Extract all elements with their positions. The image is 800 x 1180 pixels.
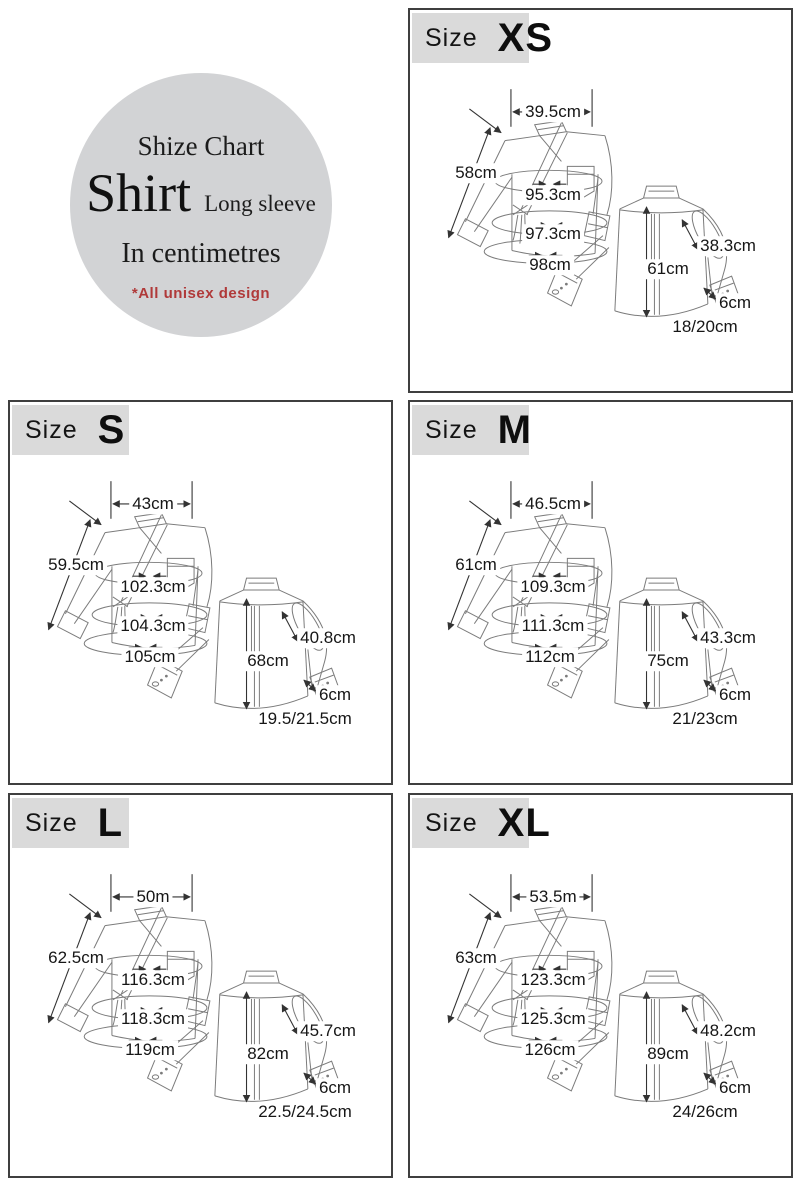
sleeve-label: 38.3cm [697,236,759,256]
cuff-size-label: 19.5/21.5cm [255,709,355,729]
back-length-label: 68cm [244,651,292,671]
cuff-height-label: 6cm [716,685,754,705]
front-length-label: 62.5cm [45,948,107,968]
hem-label: 105cm [121,647,178,667]
badge-units: In centimetres [121,238,281,269]
chest-label: 109.3cm [517,577,588,597]
size-tag [12,798,129,848]
back-length-label: 82cm [244,1044,292,1064]
sleeve-label: 43.3cm [697,628,759,648]
panel-s [8,400,393,785]
size-word: Size [25,808,78,837]
size-tag [412,798,551,848]
chest-label: 102.3cm [117,577,188,597]
top-width-label: 50m [133,887,172,907]
waist-label: 104.3cm [117,616,188,636]
back-length-label: 75cm [644,651,692,671]
size-tag [412,13,553,63]
panel-xl [408,793,793,1178]
cuff-height-label: 6cm [716,293,754,313]
back-length-label: 89cm [644,1044,692,1064]
size-word: Size [425,415,478,444]
front-length-label: 59.5cm [45,555,107,575]
size-letter: L [97,800,124,845]
back-length-label: 61cm [644,259,692,279]
badge-title-row [86,162,316,224]
top-width-label: 46.5cm [522,494,584,514]
badge-product-title: Shirt [86,163,192,223]
hem-label: 112cm [522,647,578,667]
waist-label: 97.3cm [522,224,584,244]
cuff-height-label: 6cm [716,1078,754,1098]
chest-label: 123.3cm [517,970,588,990]
size-word: Size [25,415,78,444]
badge-heading: Shize Chart [137,131,265,161]
size-letter: M [497,407,532,452]
cuff-size-label: 24/26cm [669,1102,740,1122]
size-tag [412,405,532,455]
waist-label: 111.3cm [519,616,588,636]
front-length-label: 61cm [452,555,500,575]
hem-label: 126cm [521,1040,578,1060]
hem-label: 98cm [526,255,574,275]
size-letter: XS [497,15,553,60]
cuff-height-label: 6cm [316,1078,354,1098]
cuff-size-label: 18/20cm [669,317,740,337]
sleeve-label: 40.8cm [297,628,359,648]
badge-subtitle: Long sleeve [204,191,316,216]
cuff-size-label: 21/23cm [669,709,740,729]
front-length-label: 58cm [452,163,500,183]
front-length-label: 63cm [452,948,500,968]
panel-m [408,400,793,785]
sleeve-label: 48.2cm [697,1021,759,1041]
size-letter: S [97,407,126,452]
size-letter: XL [497,800,551,845]
sleeve-label: 45.7cm [297,1021,359,1041]
top-width-label: 43cm [129,494,177,514]
size-word: Size [425,808,478,837]
waist-label: 125.3cm [517,1009,588,1029]
size-tag [12,405,129,455]
cuff-height-label: 6cm [316,685,354,705]
top-width-label: 39.5cm [522,102,584,122]
panel-xs [408,8,793,393]
size-chart-badge [70,73,332,337]
hem-label: 119cm [122,1040,178,1060]
cuff-size-label: 22.5/24.5cm [255,1102,355,1122]
waist-label: 118.3cm [118,1009,188,1029]
chest-label: 95.3cm [522,185,584,205]
panel-l [8,793,393,1178]
chest-label: 116.3cm [118,970,188,990]
size-word: Size [425,23,478,52]
top-width-label: 53.5m [526,887,579,907]
badge-unisex-note: *All unisex design [131,285,271,302]
